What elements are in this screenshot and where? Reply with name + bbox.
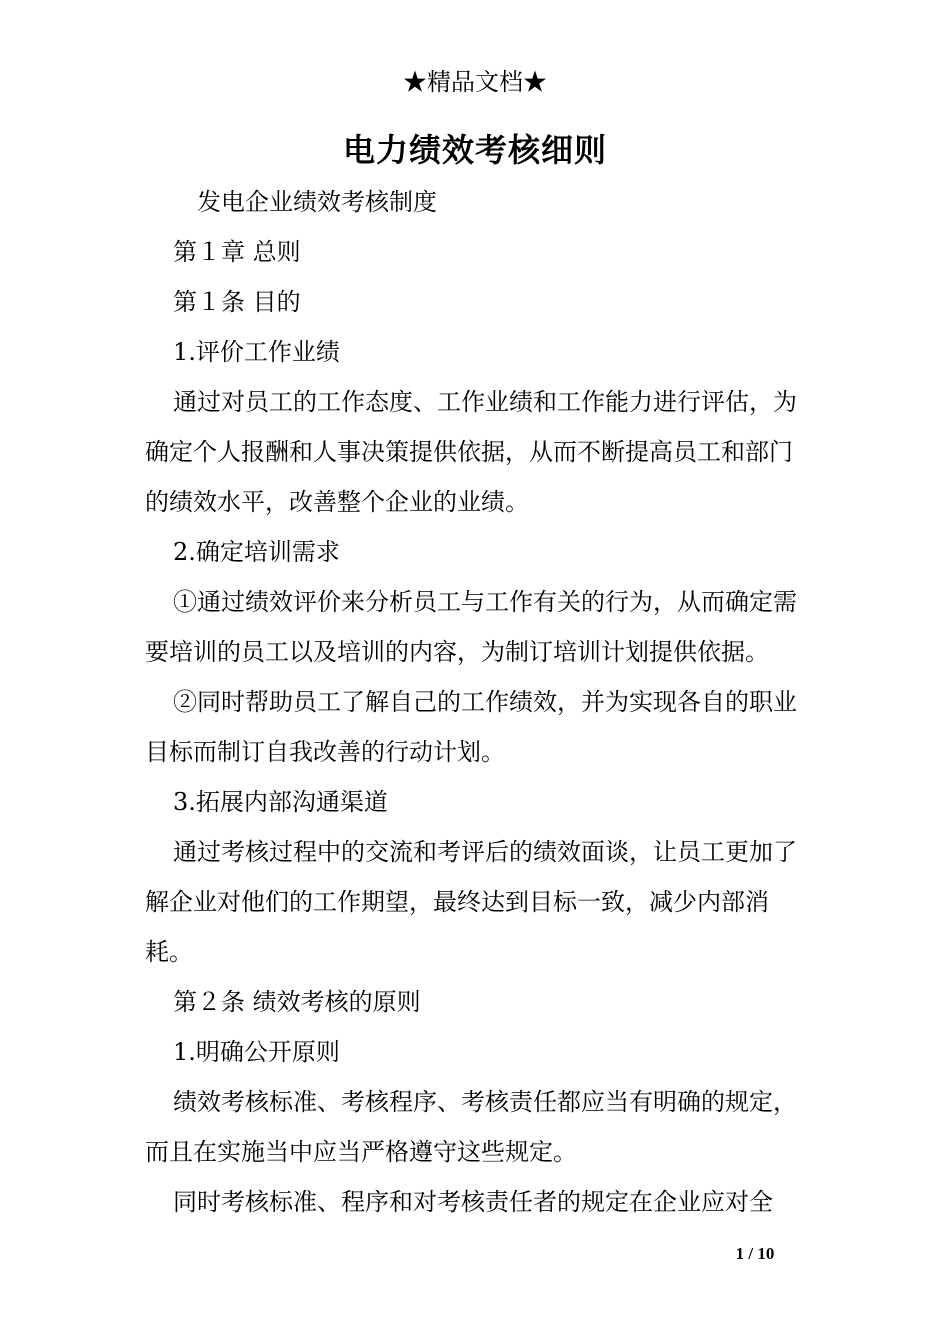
document-title: 电力绩效考核细则	[342, 131, 607, 169]
document-body	[145, 177, 815, 1227]
body-paragraph: ②同时帮助员工了解自己的工作绩效，并为实现各自的职业目标而制订自我改善的行动计划。	[145, 688, 797, 766]
body-paragraph: 通过考核过程中的交流和考评后的绩效面谈，让员工更加了解企业对他们的工作期望，最终达到目标一致，减少内部消耗。	[145, 838, 797, 966]
page-number: 1 / 10	[735, 1244, 775, 1263]
subsection-heading: 1.评价工作业绩	[173, 338, 340, 366]
section-heading: 发电企业绩效考核制度	[197, 188, 437, 216]
body-paragraph: 绩效考核标准、考核程序、考核责任都应当有明确的规定，而且在实施当中应当严格遵守这些规定。	[145, 1088, 797, 1166]
article-heading: 第２条 绩效考核的原则	[173, 988, 421, 1016]
body-paragraph: 同时考核标准、程序和对考核责任者的规定在企业应对全	[173, 1188, 773, 1216]
body-paragraph: 通过对员工的工作态度、工作业绩和工作能力进行评估，为确定个人报酬和人事决策提供依据，从而不断提高员工和部门的绩效水平，改善整个企业的业绩。	[145, 388, 797, 516]
body-paragraph: ①通过绩效评价来分析员工与工作有关的行为，从而确定需要培训的员工以及培训的内容，为制订培训计划提供依据。	[145, 588, 797, 666]
subsection-heading: 3.拓展内部沟通渠道	[173, 788, 388, 816]
subsection-heading: 2.确定培训需求	[173, 538, 340, 566]
chapter-heading: 第１章 总则	[173, 238, 301, 266]
subsection-heading: 1.明确公开原则	[173, 1038, 340, 1066]
article-heading: 第１条 目的	[173, 288, 301, 316]
page-header: ★精品文档★	[403, 68, 547, 96]
